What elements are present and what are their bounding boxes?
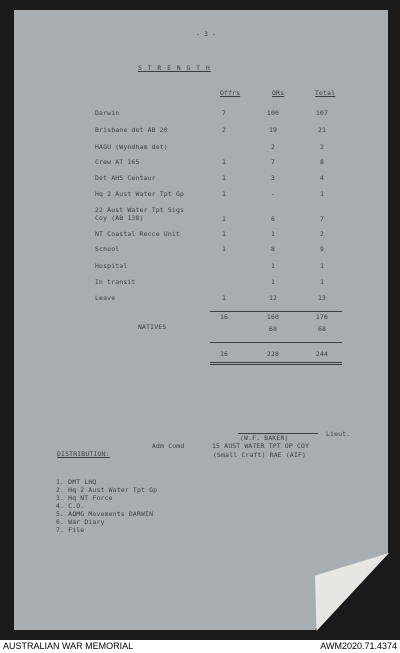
- signature-rank: Lieut.: [326, 430, 351, 438]
- distribution-item: 4. C.O.: [56, 502, 85, 510]
- signature-unit-line1: 15 AUST WATER TPT OP COY: [212, 442, 310, 450]
- header-ors: ORs: [272, 89, 285, 97]
- row-label: Det AHS Centaur: [95, 174, 156, 182]
- row-offrs: 1: [221, 158, 227, 166]
- row-offrs: 2: [221, 126, 227, 134]
- row-label: Brisbane det AB 20: [95, 126, 168, 134]
- row-offrs: 1: [221, 215, 227, 223]
- row-total: 8: [319, 158, 325, 166]
- page-number: - 3 -: [196, 30, 217, 38]
- distribution-item: 1. DMT LHQ: [56, 478, 97, 486]
- signature-unit-line2: (Small Craft) RAE (AIF): [213, 451, 307, 459]
- row-ors: 19: [268, 126, 278, 134]
- row-offrs: 7: [221, 109, 227, 117]
- row-total: 107: [315, 109, 329, 117]
- distribution-item: 3. Hq NT Force: [56, 494, 113, 502]
- subtotal-total: 176: [315, 313, 329, 321]
- row-total: 2: [319, 143, 325, 151]
- row-ors: 12: [268, 294, 278, 302]
- document-title: S T R E N G T H: [138, 64, 211, 72]
- row-label-continued: Coy (AB 138): [95, 214, 144, 222]
- total-rule-bottom-2: [210, 364, 342, 365]
- natives-total: 68: [317, 325, 327, 333]
- row-total: 9: [319, 245, 325, 253]
- subtotal-rule: [210, 311, 342, 312]
- grand-total-total: 244: [315, 350, 329, 358]
- row-label: Darwin: [95, 109, 120, 117]
- row-offrs: 1: [221, 174, 227, 182]
- archive-footer: [0, 640, 400, 653]
- grand-total-ors: 228: [266, 350, 280, 358]
- distribution-heading: DISTRIBUTION:: [57, 450, 110, 458]
- total-rule-top: [210, 342, 342, 343]
- row-total: 1: [319, 190, 325, 198]
- row-offrs: 1: [221, 245, 227, 253]
- row-label: Crew AT 165: [95, 158, 140, 166]
- row-label: School: [95, 245, 120, 253]
- row-total: 13: [317, 294, 327, 302]
- row-ors: 8: [270, 245, 276, 253]
- row-total: 7: [319, 215, 325, 223]
- row-ors: 1: [270, 230, 276, 238]
- subtotal-offrs: 16: [219, 313, 229, 321]
- row-label: Hq 2 Aust Water Tpt Gp: [95, 190, 185, 198]
- header-offrs: Offrs: [220, 89, 241, 97]
- row-ors: 1: [270, 262, 276, 270]
- distribution-item: 2. Hq 2 Aust Water Tpt Gp: [56, 486, 158, 494]
- grand-total-offrs: 16: [219, 350, 229, 358]
- distribution-item: 6. War Diary: [56, 518, 105, 526]
- row-ors: 7: [270, 158, 276, 166]
- row-offrs: 1: [221, 294, 227, 302]
- row-label: Leave: [95, 294, 116, 302]
- signature-line: [238, 433, 318, 434]
- natives-label: NATIVES: [138, 323, 167, 331]
- row-total: 1: [319, 278, 325, 286]
- row-total: 21: [317, 126, 327, 134]
- row-ors: 3: [270, 174, 276, 182]
- row-offrs: 1: [221, 230, 227, 238]
- row-label: In transit: [95, 278, 136, 286]
- total-rule-bottom-1: [210, 362, 342, 363]
- row-ors: 100: [266, 109, 280, 117]
- row-ors: 2: [270, 143, 276, 151]
- header-total: Total: [315, 89, 336, 97]
- row-offrs: 1: [221, 190, 227, 198]
- row-total: 2: [319, 230, 325, 238]
- subtotal-ors: 160: [266, 313, 280, 321]
- footer-institution: AUSTRALIAN WAR MEMORIAL: [3, 641, 134, 651]
- row-ors: -: [270, 190, 276, 198]
- row-label: 22 Aust Water Tpt Sigs: [95, 206, 185, 214]
- row-total: 4: [319, 174, 325, 182]
- distribution-item: 7. File: [56, 526, 85, 534]
- footer-reference: AWM2020.71.4374: [320, 641, 397, 651]
- natives-ors: 68: [268, 325, 278, 333]
- row-ors: 1: [270, 278, 276, 286]
- signature-comd-label: Adm Comd: [152, 442, 185, 450]
- row-ors: 6: [270, 215, 276, 223]
- row-label: HAGU (Wyndham det): [95, 143, 168, 151]
- distribution-item: 5. AQMG Movements DARWIN: [56, 510, 154, 518]
- row-label: NT Coastal Recce Unit: [95, 230, 180, 238]
- row-label: Hospital: [95, 262, 128, 270]
- row-total: 1: [319, 262, 325, 270]
- signature-name: (W.F. BAKER): [240, 434, 289, 442]
